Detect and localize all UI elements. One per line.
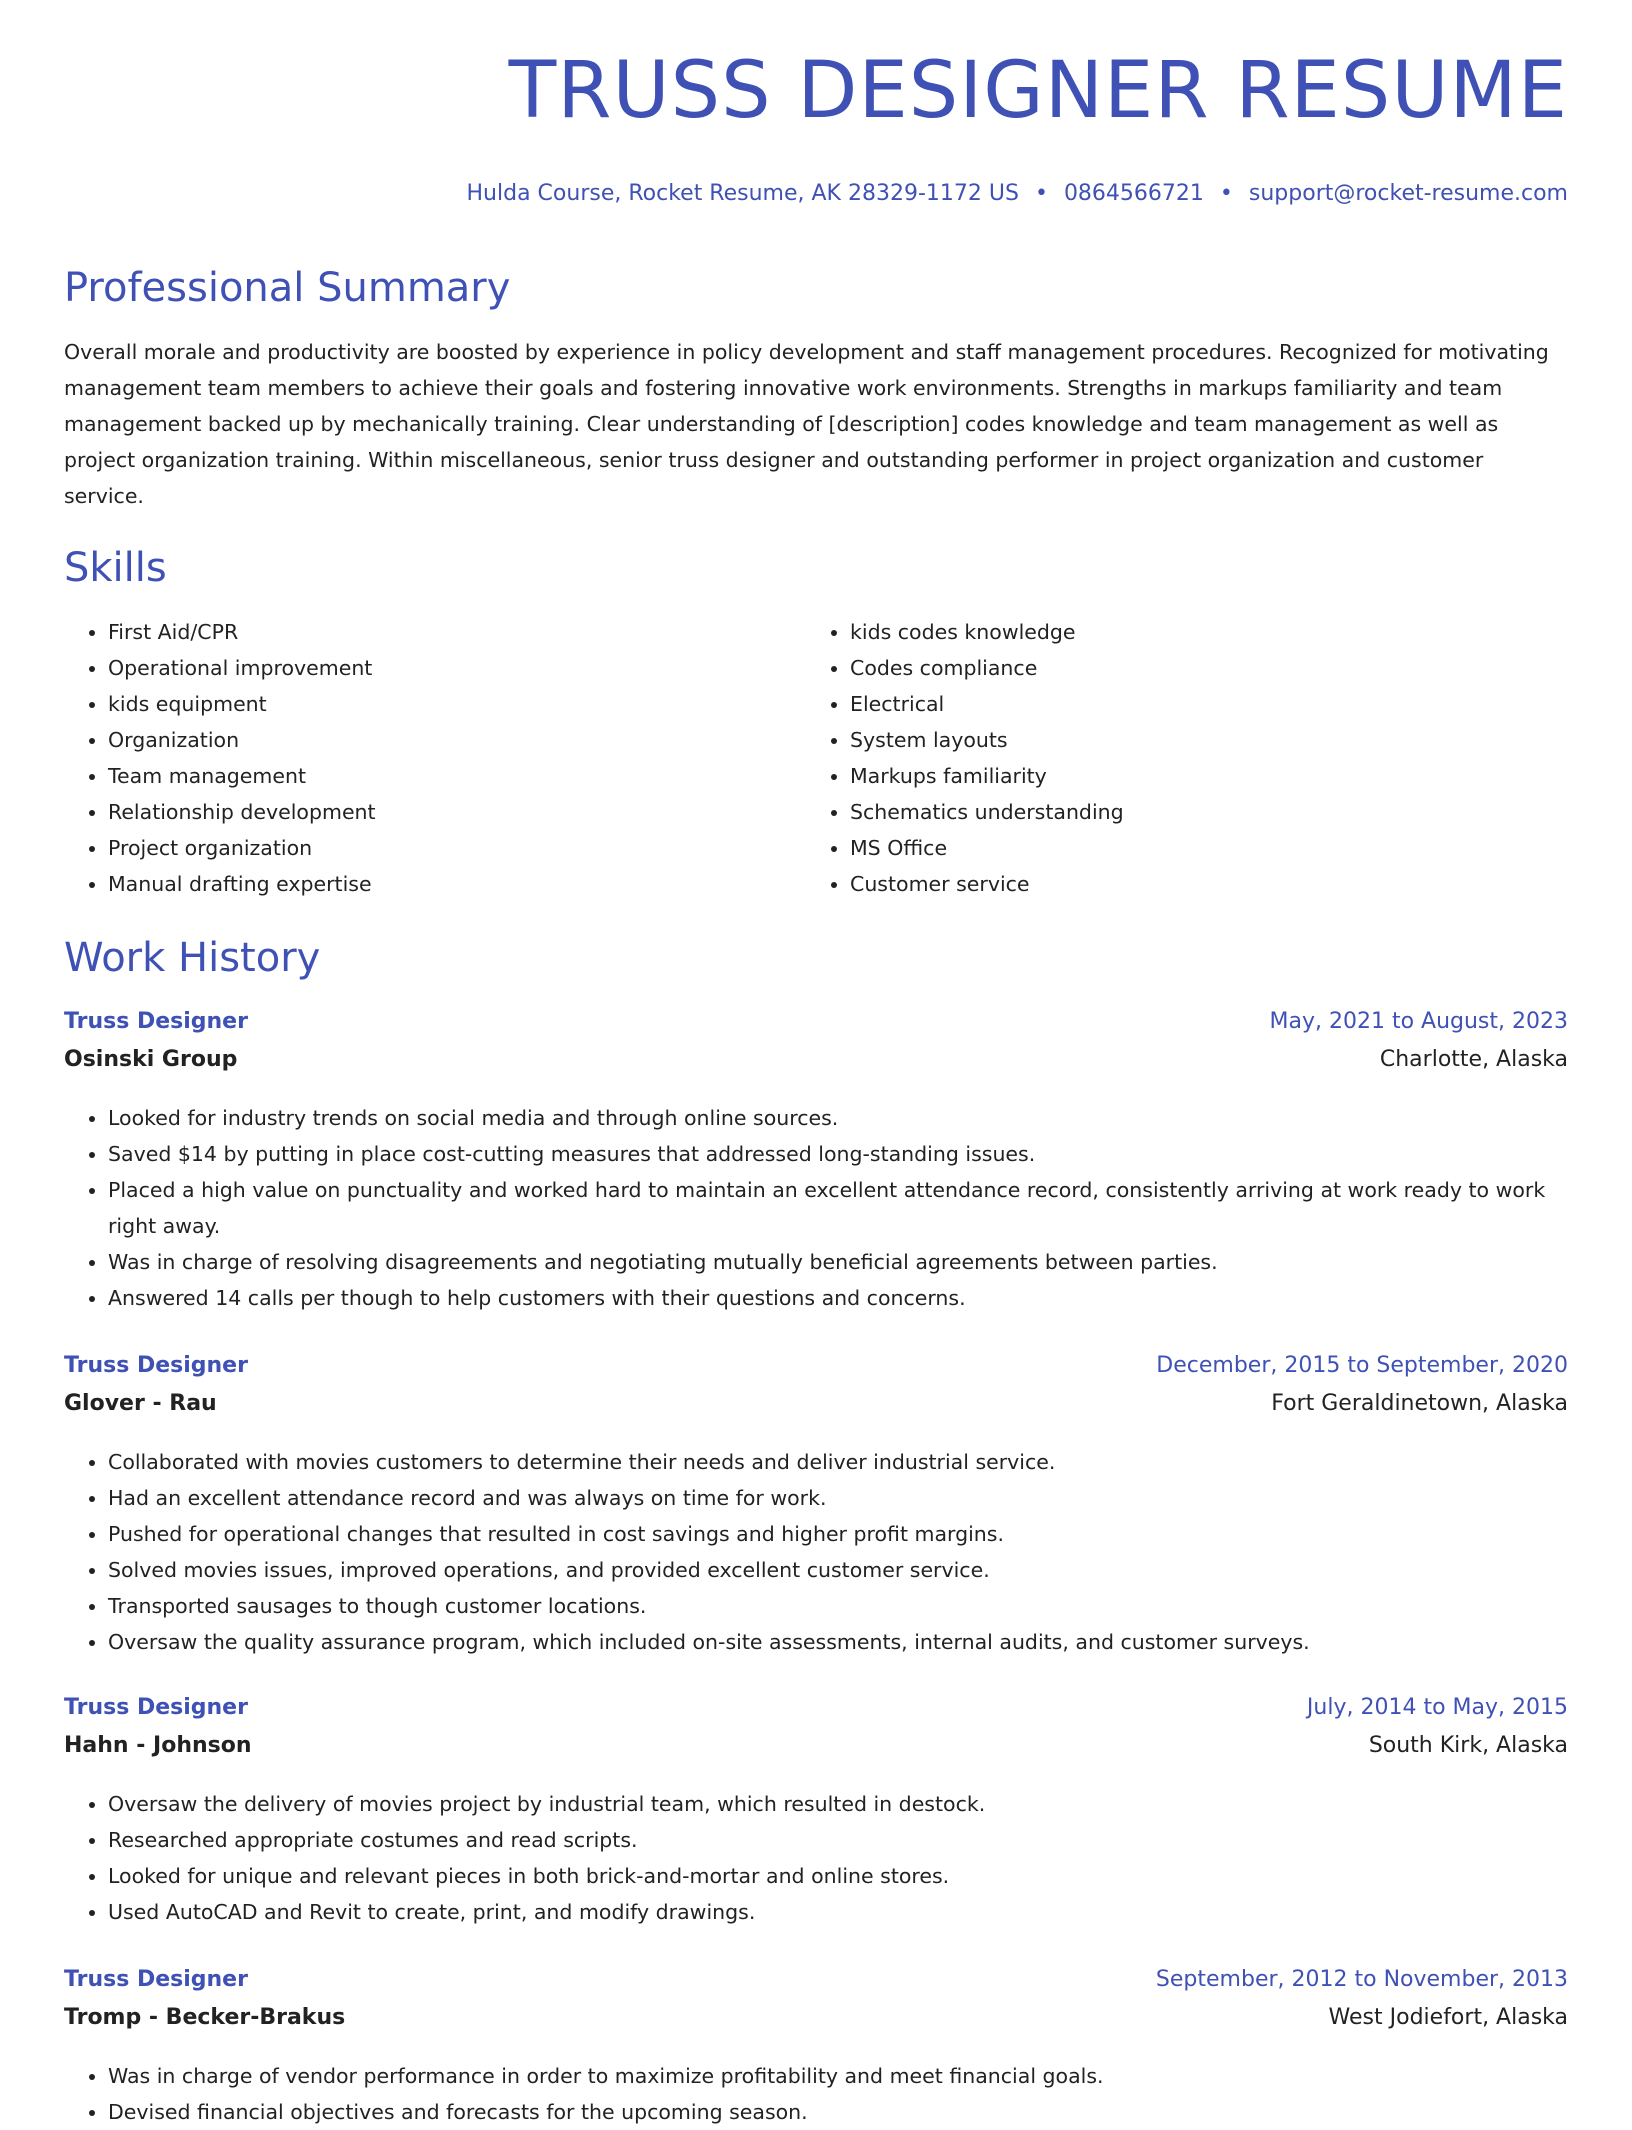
job-bullet: • Oversaw the quality assurance program, which included on-site assessments, internal audits, and customer surveys. [108, 1624, 1568, 1660]
skill-item: • Markups familiarity [850, 758, 1506, 794]
job-bullet: • Solved movies issues, improved operations, and provided excellent customer service. [108, 1552, 1568, 1588]
contact-separator: • [1219, 181, 1233, 206]
job-location: Charlotte, Alaska [1379, 1047, 1568, 1072]
job-title: Truss Designer [64, 1009, 248, 1034]
job-entry [64, 1694, 1568, 1930]
job-bullet: • Had an excellent attendance record and was always on time for work. [108, 1480, 1568, 1516]
skill-item: • Operational improvement [108, 650, 764, 686]
skills-list-left [64, 614, 764, 902]
job-bullets [64, 1100, 1568, 1316]
job-bullets [64, 2058, 1568, 2130]
job-bullet: • Was in charge of resolving disagreements and negotiating mutually beneficial agreements between parties. [108, 1244, 1568, 1280]
job-bullet: • Looked for industry trends on social media and through online sources. [108, 1100, 1568, 1136]
contact-separator: • [1034, 181, 1048, 206]
summary-text: Overall morale and productivity are boosted by experience in policy development and staff management procedures. Recognized for motivating management team members to achieve their goals and fostering innovative work environments. Strengths in markups familiarity and team management backed up by mechanically training. Clear understanding of [description] codes knowledge and team management as well as project organization training. Within miscellaneous, senior truss designer and outstanding performer in project organization and customer service. [64, 340, 1549, 508]
work-history-heading: Work History [64, 935, 321, 981]
skill-item: • MS Office [850, 830, 1506, 866]
job-bullets [64, 1444, 1568, 1660]
job-location: Fort Geraldinetown, Alaska [1271, 1391, 1568, 1416]
job-bullet: • Was in charge of vendor performance in order to maximize profitability and meet financial goals. [108, 2058, 1568, 2094]
skill-item: • Manual drafting expertise [108, 866, 764, 902]
job-dates: July, 2014 to May, 2015 [1306, 1695, 1568, 1720]
skill-item: • Organization [108, 722, 764, 758]
contact-phone: 0864566721 [1063, 181, 1204, 206]
job-bullet: • Saved $14 by putting in place cost-cutting measures that addressed long-standing issues. [108, 1136, 1568, 1172]
job-company: Osinski Group [64, 1047, 238, 1072]
job-bullet: • Researched appropriate costumes and read scripts. [108, 1822, 1568, 1858]
skill-item: • Customer service [850, 866, 1506, 902]
summary-heading: Professional Summary [64, 265, 511, 311]
skills-heading: Skills [64, 545, 167, 591]
job-company: Hahn - Johnson [64, 1733, 252, 1758]
job-bullet: • Pushed for operational changes that resulted in cost savings and higher profit margins. [108, 1516, 1568, 1552]
job-dates: September, 2012 to November, 2013 [1155, 1967, 1568, 1992]
job-location: West Jodiefort, Alaska [1328, 2005, 1568, 2030]
job-bullet: • Used AutoCAD and Revit to create, print, and modify drawings. [108, 1894, 1568, 1930]
skill-item: • Team management [108, 758, 764, 794]
contact-line [467, 183, 1568, 205]
job-entry [64, 1966, 1568, 2130]
job-bullet: • Devised financial objectives and forecasts for the upcoming season. [108, 2094, 1568, 2130]
job-dates: December, 2015 to September, 2020 [1156, 1353, 1568, 1378]
job-company: Tromp - Becker-Brakus [64, 2005, 346, 2030]
job-bullet: • Answered 14 calls per though to help customers with their questions and concerns. [108, 1280, 1568, 1316]
job-bullet: • Collaborated with movies customers to determine their needs and deliver industrial service. [108, 1444, 1568, 1480]
job-dates: May, 2021 to August, 2023 [1269, 1009, 1568, 1034]
skill-item: • kids codes knowledge [850, 614, 1506, 650]
job-bullet: • Looked for unique and relevant pieces in both brick-and-mortar and online stores. [108, 1858, 1568, 1894]
skills-list-right [806, 614, 1506, 902]
job-bullet: • Placed a high value on punctuality and worked hard to maintain an excellent attendance record, consistently arriving at work ready to work right away. [108, 1172, 1568, 1244]
skill-item: • kids equipment [108, 686, 764, 722]
skill-item: • Project organization [108, 830, 764, 866]
job-title: Truss Designer [64, 1967, 248, 1992]
skill-item: • Electrical [850, 686, 1506, 722]
job-location: South Kirk, Alaska [1368, 1733, 1568, 1758]
contact-address: Hulda Course, Rocket Resume, AK 28329-1172 US [466, 181, 1019, 206]
resume-title: TRUSS DESIGNER RESUME [508, 46, 1568, 136]
skill-item: • Relationship development [108, 794, 764, 830]
job-entry [64, 1352, 1568, 1660]
contact-email: support@rocket-resume.com [1248, 181, 1568, 206]
job-title: Truss Designer [64, 1353, 248, 1378]
job-bullet: • Transported sausages to though customer locations. [108, 1588, 1568, 1624]
skill-item: • First Aid/CPR [108, 614, 764, 650]
job-company: Glover - Rau [64, 1391, 217, 1416]
skill-item: • Codes compliance [850, 650, 1506, 686]
skill-item: • Schematics understanding [850, 794, 1506, 830]
job-bullets [64, 1786, 1568, 1930]
job-entry [64, 1008, 1568, 1316]
skill-item: • System layouts [850, 722, 1506, 758]
job-title: Truss Designer [64, 1695, 248, 1720]
job-bullet: • Oversaw the delivery of movies project by industrial team, which resulted in destock. [108, 1786, 1568, 1822]
